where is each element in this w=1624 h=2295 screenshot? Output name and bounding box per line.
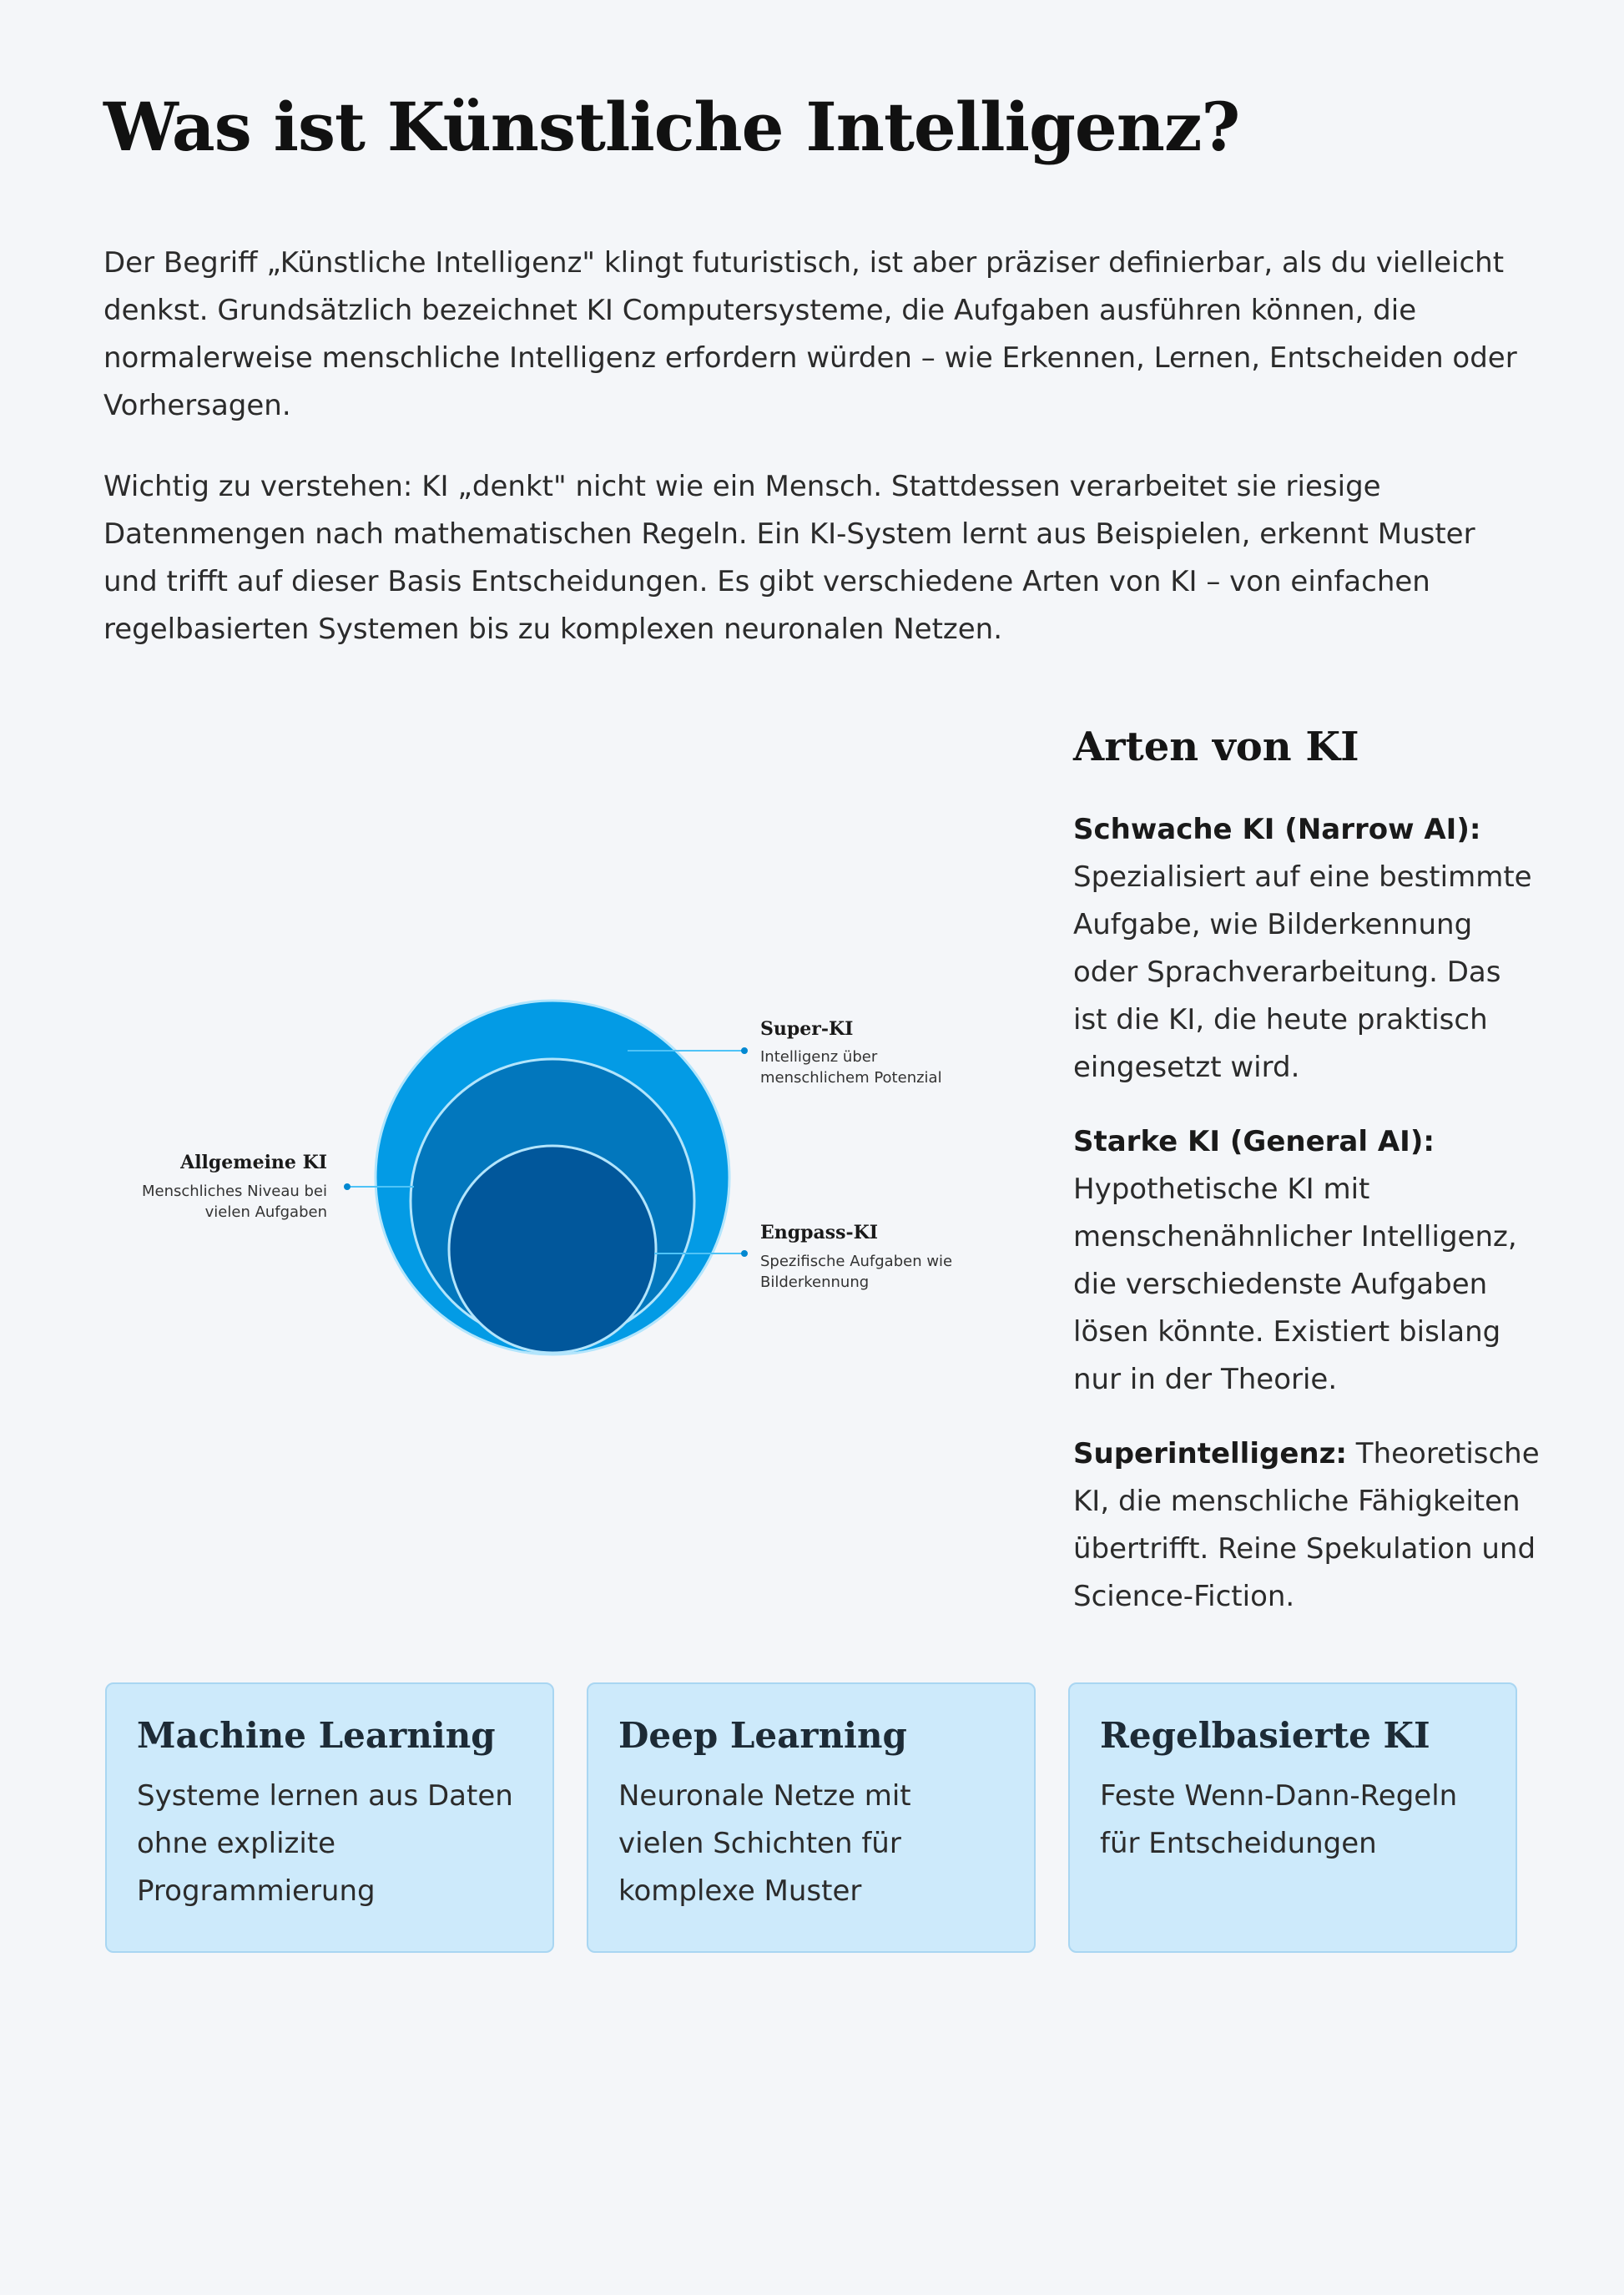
page-title: Was ist Künstliche Intelligenz? [103,88,1240,166]
narrow-ki-title: Engpass-KI [760,1222,879,1243]
card-title: Deep Learning [618,1715,907,1756]
card-regelbasierte-ki [1068,1682,1517,1953]
super-ki-desc-line-1: Intelligenz über [760,1048,878,1066]
ki-type-term: Starke KI (General AI): [1073,1125,1435,1158]
intro-paragraph-2: Wichtig zu verstehen: KI „denkt" nicht wie ein Mensch. Stattdessen verarbeitet sie riesige Datenmengen nach mathematischen Regeln. Ein KI-System lernt aus Beispielen, erkennt Muster und trifft auf dieser Basis Entscheidungen. Es gibt verschiedene Arten von KI – von einfachen regelbasierten Systemen bis zu komplexen neuronalen Netzen. [103,470,1475,646]
ki-type-narrow [1073,806,1541,1092]
intro-paragraph-1: Der Begriff „Künstliche Intelligenz" klingt futuristisch, ist aber präziser definierbar, als du vielleicht denkst. Grundsätzlich bezeichnet KI Computersysteme, die Aufgaben ausführen können, die normalerweise menschliche Intelligenz erfordern würden – wie Erkennen, Lernen, Entscheiden oder Vorhersagen. [103,246,1517,422]
narrow-ki-circle [449,1146,656,1353]
ki-type-text: Theoretische KI, die menschliche Fähigkeiten übertrifft. Reine Spekulation und Science-Fiction. [1073,1437,1540,1613]
ki-type-text: Spezialisiert auf eine bestimmte Aufgabe, wie Bilderkennung oder Sprachverarbeitung. Das ist die KI, die heute praktisch eingesetzt wird. [1073,860,1532,1084]
card-machine-learning [105,1682,554,1953]
card-title: Regelbasierte KI [1100,1715,1430,1756]
card-text: Feste Wenn-Dann-Regeln für Entscheidungen [1100,1779,1458,1860]
card-text: Systeme lernen aus Daten ohne explizite Programmierung [137,1779,513,1908]
super-ki-dot [741,1047,748,1054]
narrow-ki-desc-line-1: Spezifische Aufgaben wie [760,1253,953,1270]
general-ki-desc-line-1: Menschliches Niveau bei [141,1183,327,1200]
ki-type-term: Schwache KI (Narrow AI): [1073,813,1481,846]
ki-type-general [1073,1118,1541,1404]
super-ki-title: Super-KI [760,1018,854,1040]
narrow-ki-dot [741,1250,748,1257]
ai-types-diagram [103,918,980,1385]
general-ki-desc-line-2: vielen Aufgaben [204,1203,327,1221]
card-text: Neuronale Netze mit vielen Schichten für komplexe Muster [618,1779,911,1908]
ki-type-super [1073,1430,1541,1621]
general-ki-title: Allgemeine KI [180,1152,327,1173]
super-ki-desc-line-2: menschlichem Potenzial [760,1069,942,1087]
narrow-ki-desc-line-2: Bilderkennung [760,1274,870,1291]
sidebar-title: Arten von KI [1073,724,1359,770]
ki-type-text: Hypothetische KI mit menschenähnlicher Intelligenz, die verschiedenste Aufgaben lösen könnte. Existiert bislang nur in der Theorie. [1073,1173,1517,1396]
ki-type-term: Superintelligenz: [1073,1437,1347,1470]
general-ki-dot [344,1183,351,1190]
card-title: Machine Learning [137,1715,496,1756]
card-deep-learning [587,1682,1036,1953]
